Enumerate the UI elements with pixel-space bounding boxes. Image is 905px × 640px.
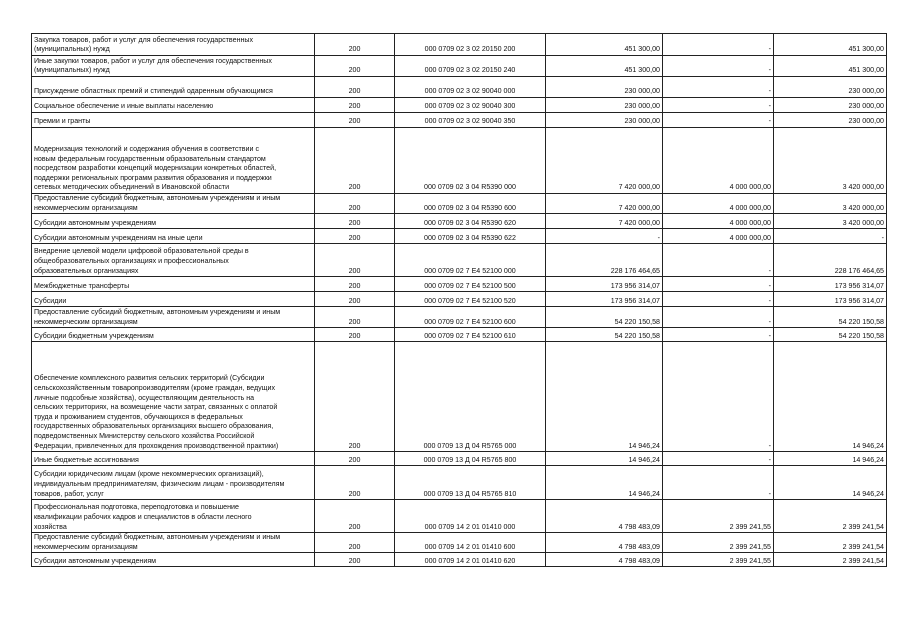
table-row bbox=[32, 214, 887, 229]
row-classification-code: 000 0709 13 Д 04 R5765 800 bbox=[395, 452, 546, 466]
table-row bbox=[32, 466, 887, 500]
row-name: Межбюджетные трансферты bbox=[32, 277, 315, 292]
row-code: 200 bbox=[315, 214, 395, 229]
row-name: Субсидии автономным учреждениям bbox=[32, 553, 315, 567]
row-executed: - bbox=[663, 328, 774, 342]
row-approved: 14 946,24 bbox=[546, 342, 663, 452]
row-approved: - bbox=[546, 229, 663, 244]
table-row bbox=[32, 452, 887, 466]
row-classification-code: 000 0709 14 2 01 01410 000 bbox=[395, 500, 546, 533]
row-name: Профессиональная подготовка, переподготовка и повышение квалификации рабочих кадров и специалистов в области лесного хозяйства bbox=[32, 500, 315, 533]
row-executed: - bbox=[663, 113, 774, 128]
row-name: Иные закупки товаров, работ и услуг для обеспечения государственных (муниципальных) нужд bbox=[32, 56, 315, 77]
row-executed: 2 399 241,55 bbox=[663, 500, 774, 533]
table-row bbox=[32, 328, 887, 342]
row-name: Премии и гранты bbox=[32, 113, 315, 128]
row-classification-code: 000 0709 02 7 E4 52100 520 bbox=[395, 292, 546, 307]
row-remaining: 228 176 464,65 bbox=[774, 244, 887, 277]
row-name: Субсидии автономным учреждениям bbox=[32, 214, 315, 229]
row-remaining: 173 956 314,07 bbox=[774, 292, 887, 307]
row-name: Обеспечение комплексного развития сельских территорий (Субсидии сельскохозяйственным товаропроизводителям (кроме граждан, ведущих личные подсобные хозяйства), осуществляющим деятельность на сельских территориях, на возмещение части затрат, связанных с оплатой труда и проживанием студентов, обучающихся в федеральных государственных образовательных организациях высшего образования, подведомственных Министерству сельского хозяйства Российской Федерации, привлеченных для прохождения производственной практики) bbox=[32, 342, 315, 452]
row-executed: 4 000 000,00 bbox=[663, 128, 774, 194]
row-classification-code: 000 0709 02 3 02 90040 350 bbox=[395, 113, 546, 128]
row-classification-code: 000 0709 02 7 E4 52100 000 bbox=[395, 244, 546, 277]
row-classification-code: 000 0709 02 3 02 20150 200 bbox=[395, 34, 546, 56]
row-name: Внедрение целевой модели цифровой образовательной среды в общеобразовательных организациях и профессиональных образовательных организациях bbox=[32, 244, 315, 277]
row-name: Субсидии автономным учреждениям на иные цели bbox=[32, 229, 315, 244]
row-remaining: 3 420 000,00 bbox=[774, 194, 887, 214]
table-row bbox=[32, 277, 887, 292]
row-executed: - bbox=[663, 342, 774, 452]
row-approved: 451 300,00 bbox=[546, 56, 663, 77]
row-code: 200 bbox=[315, 34, 395, 56]
table-row bbox=[32, 244, 887, 277]
row-classification-code: 000 0709 02 3 02 90040 000 bbox=[395, 77, 546, 98]
table-row bbox=[32, 77, 887, 98]
row-classification-code: 000 0709 02 3 02 90040 300 bbox=[395, 98, 546, 113]
row-code: 200 bbox=[315, 128, 395, 194]
row-approved: 4 798 483,09 bbox=[546, 553, 663, 567]
row-code: 200 bbox=[315, 500, 395, 533]
row-classification-code: 000 0709 14 2 01 01410 620 bbox=[395, 553, 546, 567]
row-classification-code: 000 0709 13 Д 04 R5765 000 bbox=[395, 342, 546, 452]
table-row bbox=[32, 553, 887, 567]
row-approved: 451 300,00 bbox=[546, 34, 663, 56]
row-classification-code: 000 0709 02 3 04 R5390 622 bbox=[395, 229, 546, 244]
row-approved: 14 946,24 bbox=[546, 466, 663, 500]
row-approved: 7 420 000,00 bbox=[546, 194, 663, 214]
table-row bbox=[32, 500, 887, 533]
row-executed: - bbox=[663, 34, 774, 56]
row-approved: 4 798 483,09 bbox=[546, 500, 663, 533]
row-code: 200 bbox=[315, 466, 395, 500]
row-remaining: 2 399 241,54 bbox=[774, 553, 887, 567]
table-row bbox=[32, 34, 887, 56]
table-row bbox=[32, 98, 887, 113]
row-remaining: 451 300,00 bbox=[774, 56, 887, 77]
row-approved: 173 956 314,07 bbox=[546, 277, 663, 292]
row-approved: 7 420 000,00 bbox=[546, 128, 663, 194]
budget-table bbox=[31, 33, 887, 567]
row-code: 200 bbox=[315, 98, 395, 113]
row-name: Модернизация технологий и содержания обучения в соответствии с новым федеральным государственным образовательным стандартом посредством разработки концепций модернизации конкретных областей, поддержки региональных программ развития образования и поддержки сетевых методических объединений в Ивановской области bbox=[32, 128, 315, 194]
row-executed: - bbox=[663, 77, 774, 98]
row-executed: 4 000 000,00 bbox=[663, 229, 774, 244]
row-remaining: 451 300,00 bbox=[774, 34, 887, 56]
row-code: 200 bbox=[315, 342, 395, 452]
table-row bbox=[32, 292, 887, 307]
row-approved: 230 000,00 bbox=[546, 77, 663, 98]
row-approved: 230 000,00 bbox=[546, 98, 663, 113]
row-executed: - bbox=[663, 292, 774, 307]
row-executed: - bbox=[663, 98, 774, 113]
row-approved: 173 956 314,07 bbox=[546, 292, 663, 307]
table-row bbox=[32, 56, 887, 77]
row-remaining: 54 220 150,58 bbox=[774, 307, 887, 328]
row-code: 200 bbox=[315, 328, 395, 342]
row-name: Иные бюджетные ассигнования bbox=[32, 452, 315, 466]
row-remaining: 2 399 241,54 bbox=[774, 500, 887, 533]
row-remaining: 3 420 000,00 bbox=[774, 214, 887, 229]
row-remaining: - bbox=[774, 229, 887, 244]
row-approved: 14 946,24 bbox=[546, 452, 663, 466]
row-code: 200 bbox=[315, 292, 395, 307]
row-name: Присуждение областных премий и стипендий одаренным обучающимся bbox=[32, 77, 315, 98]
table-row bbox=[32, 307, 887, 328]
row-executed: 4 000 000,00 bbox=[663, 194, 774, 214]
row-approved: 230 000,00 bbox=[546, 113, 663, 128]
row-remaining: 14 946,24 bbox=[774, 452, 887, 466]
row-remaining: 14 946,24 bbox=[774, 342, 887, 452]
row-classification-code: 000 0709 02 3 04 R5390 000 bbox=[395, 128, 546, 194]
row-code: 200 bbox=[315, 277, 395, 292]
row-classification-code: 000 0709 13 Д 04 R5765 810 bbox=[395, 466, 546, 500]
row-code: 200 bbox=[315, 533, 395, 553]
row-name: Закупка товаров, работ и услуг для обеспечения государственных (муниципальных) нужд bbox=[32, 34, 315, 56]
table-row bbox=[32, 128, 887, 194]
row-name: Предоставление субсидий бюджетным, автономным учреждениям и иным некоммерческим организациям bbox=[32, 194, 315, 214]
row-code: 200 bbox=[315, 307, 395, 328]
row-classification-code: 000 0709 02 3 02 20150 240 bbox=[395, 56, 546, 77]
row-code: 200 bbox=[315, 452, 395, 466]
row-executed: 4 000 000,00 bbox=[663, 214, 774, 229]
row-remaining: 230 000,00 bbox=[774, 98, 887, 113]
row-remaining: 54 220 150,58 bbox=[774, 328, 887, 342]
row-classification-code: 000 0709 02 7 E4 52100 500 bbox=[395, 277, 546, 292]
row-code: 200 bbox=[315, 113, 395, 128]
row-remaining: 230 000,00 bbox=[774, 77, 887, 98]
row-executed: - bbox=[663, 466, 774, 500]
row-remaining: 14 946,24 bbox=[774, 466, 887, 500]
row-name: Субсидии bbox=[32, 292, 315, 307]
row-name: Субсидии юридическим лицам (кроме некоммерческих организаций), индивидуальным предпринимателям, физическим лицам - производителям товаров, работ, услуг bbox=[32, 466, 315, 500]
table-row bbox=[32, 229, 887, 244]
row-code: 200 bbox=[315, 244, 395, 277]
row-approved: 54 220 150,58 bbox=[546, 307, 663, 328]
table-row bbox=[32, 194, 887, 214]
row-executed: - bbox=[663, 307, 774, 328]
row-remaining: 173 956 314,07 bbox=[774, 277, 887, 292]
row-code: 200 bbox=[315, 77, 395, 98]
row-code: 200 bbox=[315, 553, 395, 567]
row-name: Субсидии бюджетным учреждениям bbox=[32, 328, 315, 342]
row-executed: 2 399 241,55 bbox=[663, 553, 774, 567]
row-remaining: 3 420 000,00 bbox=[774, 128, 887, 194]
row-approved: 228 176 464,65 bbox=[546, 244, 663, 277]
table-row bbox=[32, 113, 887, 128]
row-classification-code: 000 0709 02 7 E4 52100 610 bbox=[395, 328, 546, 342]
row-executed: - bbox=[663, 452, 774, 466]
row-classification-code: 000 0709 14 2 01 01410 600 bbox=[395, 533, 546, 553]
row-approved: 4 798 483,09 bbox=[546, 533, 663, 553]
row-name: Социальное обеспечение и иные выплаты населению bbox=[32, 98, 315, 113]
row-approved: 7 420 000,00 bbox=[546, 214, 663, 229]
table-row bbox=[32, 342, 887, 452]
row-executed: - bbox=[663, 244, 774, 277]
row-approved: 54 220 150,58 bbox=[546, 328, 663, 342]
row-name: Предоставление субсидий бюджетным, автономным учреждениям и иным некоммерческим организациям bbox=[32, 533, 315, 553]
row-code: 200 bbox=[315, 56, 395, 77]
row-classification-code: 000 0709 02 3 04 R5390 620 bbox=[395, 214, 546, 229]
row-executed: - bbox=[663, 277, 774, 292]
row-code: 200 bbox=[315, 194, 395, 214]
row-executed: - bbox=[663, 56, 774, 77]
row-name: Предоставление субсидий бюджетным, автономным учреждениям и иным некоммерческим организациям bbox=[32, 307, 315, 328]
row-classification-code: 000 0709 02 3 04 R5390 600 bbox=[395, 194, 546, 214]
table-row bbox=[32, 533, 887, 553]
row-remaining: 230 000,00 bbox=[774, 113, 887, 128]
row-remaining: 2 399 241,54 bbox=[774, 533, 887, 553]
row-classification-code: 000 0709 02 7 E4 52100 600 bbox=[395, 307, 546, 328]
row-executed: 2 399 241,55 bbox=[663, 533, 774, 553]
row-code: 200 bbox=[315, 229, 395, 244]
